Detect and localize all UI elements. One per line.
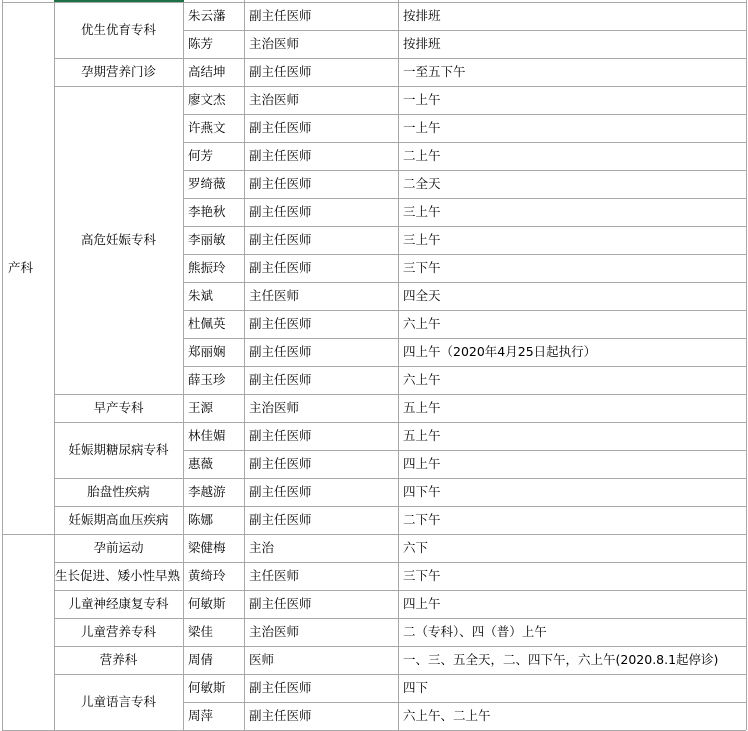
schedule-cell[interactable]: 四下午 <box>403 483 441 499</box>
doctor-name-cell[interactable]: 何敏斯 <box>188 679 226 695</box>
doctor-name-cell[interactable]: 李艳秋 <box>188 203 226 219</box>
schedule-cell[interactable]: 一、三、五全天，二、四下午，六上午(2020.8.1起停诊) <box>403 651 719 667</box>
doctor-name-cell[interactable]: 周倩 <box>188 651 214 667</box>
doctor-name-cell[interactable]: 熊振玲 <box>188 259 226 275</box>
doctor-name-cell[interactable]: 陈娜 <box>188 511 214 527</box>
specialty-cell[interactable]: 高危妊娠专科 <box>80 231 156 247</box>
schedule-cell[interactable]: 二全天 <box>403 175 441 191</box>
schedule-cell[interactable]: 三上午 <box>403 203 441 219</box>
specialty-cell[interactable]: 妊娠期高血压疾病 <box>68 511 169 527</box>
schedule-cell[interactable]: 二（专科）、四（普）上午 <box>403 623 547 639</box>
doctor-title-cell[interactable]: 副主任医师 <box>249 679 312 695</box>
doctor-title-cell[interactable]: 主治医师 <box>249 623 300 639</box>
schedule-cell[interactable]: 三上午 <box>403 231 441 247</box>
doctor-title-cell[interactable]: 副主任医师 <box>249 427 312 443</box>
schedule-cell[interactable]: 四上午 <box>403 595 441 611</box>
doctor-title-cell[interactable]: 副主任医师 <box>249 511 312 527</box>
doctor-name-cell[interactable]: 薛玉珍 <box>188 371 226 387</box>
schedule-cell[interactable]: 六上午、二上午 <box>403 707 491 723</box>
doctor-name-cell[interactable]: 梁佳 <box>188 623 214 639</box>
doctor-name-cell[interactable]: 梁健梅 <box>188 539 226 555</box>
schedule-cell[interactable]: 四全天 <box>403 287 441 303</box>
schedule-cell[interactable]: 按排班 <box>403 7 441 23</box>
schedule-cell[interactable]: 一至五下午 <box>403 63 466 79</box>
doctor-title-cell[interactable]: 医师 <box>249 651 275 667</box>
doctor-title-cell[interactable]: 副主任医师 <box>249 63 312 79</box>
doctor-name-cell[interactable]: 李越游 <box>188 483 226 499</box>
doctor-name-cell[interactable]: 杜佩英 <box>188 315 226 331</box>
specialty-cell[interactable]: 早产专科 <box>93 399 144 415</box>
doctor-name-cell[interactable]: 朱斌 <box>188 287 214 303</box>
doctor-title-cell[interactable]: 副主任医师 <box>249 455 312 471</box>
schedule-cell[interactable]: 六上午 <box>403 315 441 331</box>
doctor-title-cell[interactable]: 主治医师 <box>249 35 300 51</box>
specialty-cell[interactable]: 生长促进、矮小性早熟 <box>55 567 181 583</box>
doctor-title-cell[interactable]: 副主任医师 <box>249 203 312 219</box>
schedule-cell[interactable]: 四下 <box>403 679 429 695</box>
schedule-cell[interactable]: 三下午 <box>403 567 441 583</box>
doctor-name-cell[interactable]: 许燕文 <box>188 119 226 135</box>
doctor-name-cell[interactable]: 郑丽娴 <box>188 343 226 359</box>
doctor-title-cell[interactable]: 副主任医师 <box>249 7 312 23</box>
doctor-name-cell[interactable]: 周萍 <box>188 707 214 723</box>
schedule-cell[interactable]: 六下 <box>403 539 429 555</box>
department-cell[interactable]: 产科 <box>8 259 34 275</box>
schedule-cell[interactable]: 二下午 <box>403 511 441 527</box>
doctor-title-cell[interactable]: 主治医师 <box>249 91 300 107</box>
doctor-name-cell[interactable]: 王源 <box>188 399 214 415</box>
doctor-name-cell[interactable]: 陈芳 <box>188 35 214 51</box>
doctor-title-cell[interactable]: 副主任医师 <box>249 595 312 611</box>
doctor-title-cell[interactable]: 副主任医师 <box>249 343 312 359</box>
doctor-name-cell[interactable]: 罗绮薇 <box>188 175 226 191</box>
doctor-name-cell[interactable]: 惠薇 <box>188 455 214 471</box>
doctor-name-cell[interactable]: 廖文杰 <box>188 91 226 107</box>
schedule-cell[interactable]: 六上午 <box>403 371 441 387</box>
doctor-name-cell[interactable]: 朱云藩 <box>188 7 226 23</box>
schedule-cell[interactable]: 四上午 <box>403 455 441 471</box>
schedule-cell[interactable]: 二上午 <box>403 147 441 163</box>
doctor-title-cell[interactable]: 副主任医师 <box>249 147 312 163</box>
doctor-title-cell[interactable]: 副主任医师 <box>249 707 312 723</box>
doctor-name-cell[interactable]: 何芳 <box>188 147 214 163</box>
doctor-title-cell[interactable]: 副主任医师 <box>249 175 312 191</box>
specialty-cell[interactable]: 儿童语言专科 <box>80 693 156 709</box>
doctor-title-cell[interactable]: 主任医师 <box>249 567 300 583</box>
specialty-cell[interactable]: 营养科 <box>99 651 138 667</box>
specialty-cell[interactable]: 妊娠期糖尿病专科 <box>68 441 169 457</box>
schedule-cell[interactable]: 五上午 <box>403 427 441 443</box>
doctor-title-cell[interactable]: 主治 <box>249 539 275 555</box>
doctor-title-cell[interactable]: 主任医师 <box>249 287 300 303</box>
doctor-title-cell[interactable]: 副主任医师 <box>249 231 312 247</box>
doctor-name-cell[interactable]: 高结坤 <box>188 63 226 79</box>
department-cell[interactable] <box>2 534 54 702</box>
schedule-cell[interactable]: 一上午 <box>403 91 441 107</box>
specialty-cell[interactable]: 儿童营养专科 <box>80 623 156 639</box>
schedule-cell[interactable]: 一上午 <box>403 119 441 135</box>
specialty-cell[interactable]: 优生优育专科 <box>80 21 156 37</box>
doctor-name-cell[interactable]: 何敏斯 <box>188 595 226 611</box>
specialty-cell[interactable]: 孕前运动 <box>93 539 144 555</box>
specialty-cell[interactable]: 胎盘性疾病 <box>87 483 150 499</box>
doctor-title-cell[interactable]: 副主任医师 <box>249 371 312 387</box>
schedule-cell[interactable]: 五上午 <box>403 399 441 415</box>
specialty-cell[interactable]: 儿童神经康复专科 <box>68 595 169 611</box>
doctor-title-cell[interactable]: 副主任医师 <box>249 119 312 135</box>
doctor-title-cell[interactable]: 副主任医师 <box>249 483 312 499</box>
schedule-cell[interactable]: 四上午（2020年4月25日起执行） <box>403 343 597 359</box>
doctor-name-cell[interactable]: 李丽敏 <box>188 231 226 247</box>
doctor-title-cell[interactable]: 主治医师 <box>249 399 300 415</box>
schedule-cell[interactable]: 按排班 <box>403 35 441 51</box>
doctor-name-cell[interactable]: 黄绮玲 <box>188 567 226 583</box>
schedule-cell[interactable]: 三下午 <box>403 259 441 275</box>
doctor-title-cell[interactable]: 副主任医师 <box>249 315 312 331</box>
specialty-cell[interactable]: 孕期营养门诊 <box>80 63 156 79</box>
doctor-name-cell[interactable]: 林佳媚 <box>188 427 226 443</box>
doctor-title-cell[interactable]: 副主任医师 <box>249 259 312 275</box>
